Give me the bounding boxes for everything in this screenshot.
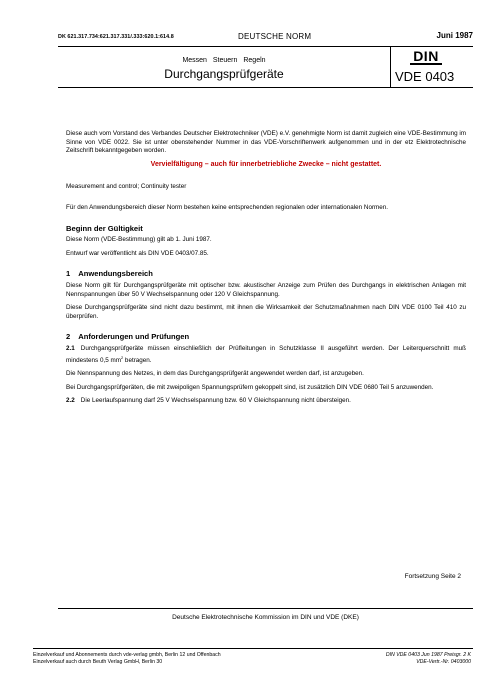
footer-left-line-1: Einzelverkauf und Abonnements durch vde-verlag gmbh, Berlin 12 und Offenbach [33,652,221,658]
footer-left-line-2: Einzelverkauf auch durch Beuth Verlag GmbH, Berlin 30 [33,658,163,665]
din-logo: DIN [410,49,442,65]
footer-right-line-1: DIN VDE 0403 Jun 1987 Preisgr. 2 K [385,652,471,658]
vde-number: VDE 0403 [395,69,455,84]
norm-label: DEUTSCHE NORM [238,32,312,41]
dk-classification: DK 621.317.734:621.317.331/.333:620.1:614.8 [58,34,174,40]
section-2-heading [66,333,466,342]
issue-date: Juni 1987 [436,31,473,40]
subsection-2-1-text-b: betragen. [123,356,152,364]
footer-pricing [386,652,471,665]
superscript-2: 2 [120,354,124,360]
footer-right-line-2: VDE-Vertr.-Nr. 0403000 [416,658,471,665]
continuation-note: Fortsetzung Seite 2 [404,573,461,580]
section-1-number: 1 [66,269,71,279]
validity-line-2: Entwurf war veröffentlicht als DIN VDE 0403/07.85. [66,249,209,257]
subsection-2-2-text: Die Leerlaufspannung darf 25 V Wechselspannung bzw. 60 V Gleichspannung nicht übersteigen. [80,397,351,405]
commission-line: Deutsche Elektrotechnische Kommission im DIN und VDE (DKE) [172,614,359,621]
subsection-2-1-paragraph-2: Die Nennspannung des Netzes, in dem das Durchgangsprüfgerät angewendet werden darf, ist anzugeben. [66,370,364,378]
section-1-paragraph-1: Diese Norm gilt für Durchgangsprüfgeräte mit optischer bzw. akustischer Anzeige zum Prüfen des Durchgangs in elektrischen Anlagen mit Nennspannungen über 50 V Wechselspannung oder 120 V Gleichspannung. [66,281,466,298]
reproduction-notice: Vervielfältigung – auch für innerbetriebliche Zwecke – nicht gestattet. [150,160,382,168]
subject-line: Messen Steuern Regeln [182,57,266,64]
header-title-box [58,47,391,87]
subsection-2-1 [66,345,466,365]
validity-heading: Beginn der Gültigkeit [66,223,143,233]
validity-line-1: Diese Norm (VDE-Bestimmung) gilt ab 1. Juni 1987. [66,236,212,244]
section-1-heading [66,270,466,279]
intro-paragraph: Diese auch vom Vorstand des Verbandes Deutscher Elektrotechniker (VDE) e.V. genehmigte Norm ist damit zugleich eine VDE-Bestimmung im Sinne von VDE 0022. Sie ist unter obenstehender Nummer in das VDE-Vorschriftenwerk aufgenommen und in der etz Elektrotechnische Zeitschrift bekanntgegeben worden. [66,130,466,155]
subsection-2-1-paragraph-3: Bei Durchgangsprüfgeräten, die mit zweipoligen Spannungsprüfern gekoppelt sind, ist zusätzlich DIN VDE 0680 Teil 5 anzuwenden. [66,383,434,391]
section-1-paragraph-2: Diese Durchgangsprüfgeräte sind nicht dazu bestimmt, mit ihnen die Wirksamkeit der Schutzmaßnahmen nach DIN VDE 0100 Teil 410 zu überprüfen. [66,304,466,320]
document-body [66,130,466,411]
subsection-2-2-number: 2.2 [66,397,75,405]
subsection-2-2 [66,397,466,406]
document-topline [58,31,473,45]
footer-distribution [33,652,221,665]
document-title: Durchgangsprüfgeräte [164,67,284,81]
footer-rule [33,648,473,649]
section-2-title: Anforderungen und Prüfungen [78,332,190,342]
regional-note: Für den Anwendungsbereich dieser Norm bestehen keine entsprechenden regionalen oder internationalen Normen. [66,203,389,211]
header-bottom-rule [58,87,473,88]
section-2-number: 2 [66,332,71,342]
subsection-2-1-number: 2.1 [66,344,75,352]
section-1-title: Anwendungsbereich [78,269,153,279]
english-title: Measurement and control; Continuity tester [66,183,187,191]
subsection-2-1-text-a: Durchgangsprüfgeräte müssen einschließlich der Prüfleitungen in Schutzklasse II ausgeführt werden. Der Leiterquerschnitt muß mindestens 0,5 mm [66,344,466,364]
commission-top-rule [58,608,473,609]
